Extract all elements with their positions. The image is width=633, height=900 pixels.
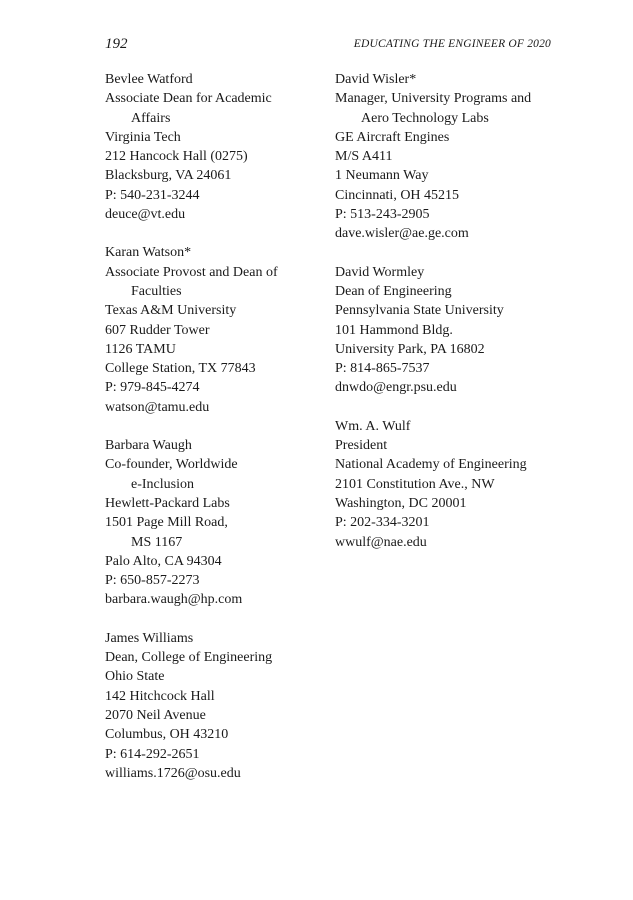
person-title: Manager, University Programs and	[335, 91, 532, 107]
email-address: deuce@vt.edu	[105, 207, 186, 223]
address-line: University Park, PA 16802	[335, 341, 485, 357]
person-name: David Wormley	[335, 264, 425, 280]
address-line: 1 Neumann Way	[335, 168, 429, 184]
person-title: Associate Dean for Academic	[105, 91, 272, 107]
address-line: 1501 Page Mill Road,	[105, 515, 228, 531]
phone-number: P: 979-845-4274	[105, 380, 200, 396]
directory-entry	[335, 417, 565, 552]
address-line: Palo Alto, CA 94304	[105, 553, 222, 569]
running-title: EDUCATING THE ENGINEER OF 2020	[353, 38, 551, 50]
left-column	[105, 70, 325, 802]
address-line: Columbus, OH 43210	[105, 727, 229, 743]
person-title: President	[335, 438, 388, 454]
address-line: National Academy of Engineering	[335, 457, 527, 473]
address-line: M/S A411	[335, 149, 393, 165]
address-line: Washington, DC 20001	[335, 495, 467, 511]
phone-number: P: 513-243-2905	[335, 207, 430, 223]
address-line: Ohio State	[105, 669, 165, 685]
person-name: Karan Watson*	[105, 245, 192, 261]
person-name: Bevlee Watford	[105, 72, 193, 87]
phone-number: P: 650-857-2273	[105, 573, 200, 589]
directory-entry	[335, 263, 565, 398]
directory-entry	[335, 70, 565, 244]
page-number: 192	[105, 36, 128, 52]
email-address: dnwdo@engr.psu.edu	[335, 380, 457, 396]
phone-number: P: 202-334-3201	[335, 515, 430, 531]
phone-number: P: 614-292-2651	[105, 746, 200, 762]
person-title-continued: Faculties	[131, 283, 182, 299]
person-name: David Wisler*	[335, 72, 417, 87]
address-line: 607 Rudder Tower	[105, 322, 210, 338]
person-title-continued: Affairs	[131, 110, 171, 126]
directory-entry	[105, 629, 325, 783]
address-line: 2101 Constitution Ave., NW	[335, 476, 495, 492]
right-column	[335, 70, 565, 571]
person-name: James Williams	[105, 630, 194, 646]
address-line: 2070 Neil Avenue	[105, 707, 206, 723]
person-title-continued: e-Inclusion	[131, 476, 194, 492]
address-line: GE Aircraft Engines	[335, 129, 450, 145]
address-line: 212 Hancock Hall (0275)	[105, 149, 248, 165]
person-title: Associate Provost and Dean of	[105, 264, 278, 280]
email-address: williams.1726@osu.edu	[105, 765, 241, 781]
person-title: Dean of Engineering	[335, 283, 452, 299]
email-address: barbara.waugh@hp.com	[105, 592, 243, 608]
person-title: Co-founder, Worldwide	[105, 457, 238, 473]
email-address: watson@tamu.edu	[105, 399, 210, 415]
email-address: wwulf@nae.edu	[335, 534, 427, 550]
address-line: Blacksburg, VA 24061	[105, 168, 232, 184]
address-line: Virginia Tech	[105, 129, 181, 145]
phone-number: P: 540-231-3244	[105, 187, 200, 203]
person-title: Dean, College of Engineering	[105, 650, 273, 666]
phone-number: P: 814-865-7537	[335, 361, 430, 377]
directory-entry	[105, 436, 325, 610]
address-line: Pennsylvania State University	[335, 303, 504, 319]
person-name: Wm. A. Wulf	[335, 418, 411, 434]
address-line: Hewlett-Packard Labs	[105, 495, 230, 511]
address-line: 142 Hitchcock Hall	[105, 688, 215, 704]
directory-entry	[105, 70, 325, 224]
person-title-continued: Aero Technology Labs	[361, 110, 489, 126]
person-name: Barbara Waugh	[105, 438, 192, 454]
directory-entry	[105, 243, 325, 417]
address-line: College Station, TX 77843	[105, 361, 256, 377]
address-line: Cincinnati, OH 45215	[335, 187, 460, 203]
address-line: Texas A&M University	[105, 303, 237, 319]
address-line: 1126 TAMU	[105, 341, 176, 357]
address-line: 101 Hammond Bldg.	[335, 322, 453, 338]
address-line-continued: MS 1167	[131, 534, 183, 550]
email-address: dave.wisler@ae.ge.com	[335, 226, 469, 242]
